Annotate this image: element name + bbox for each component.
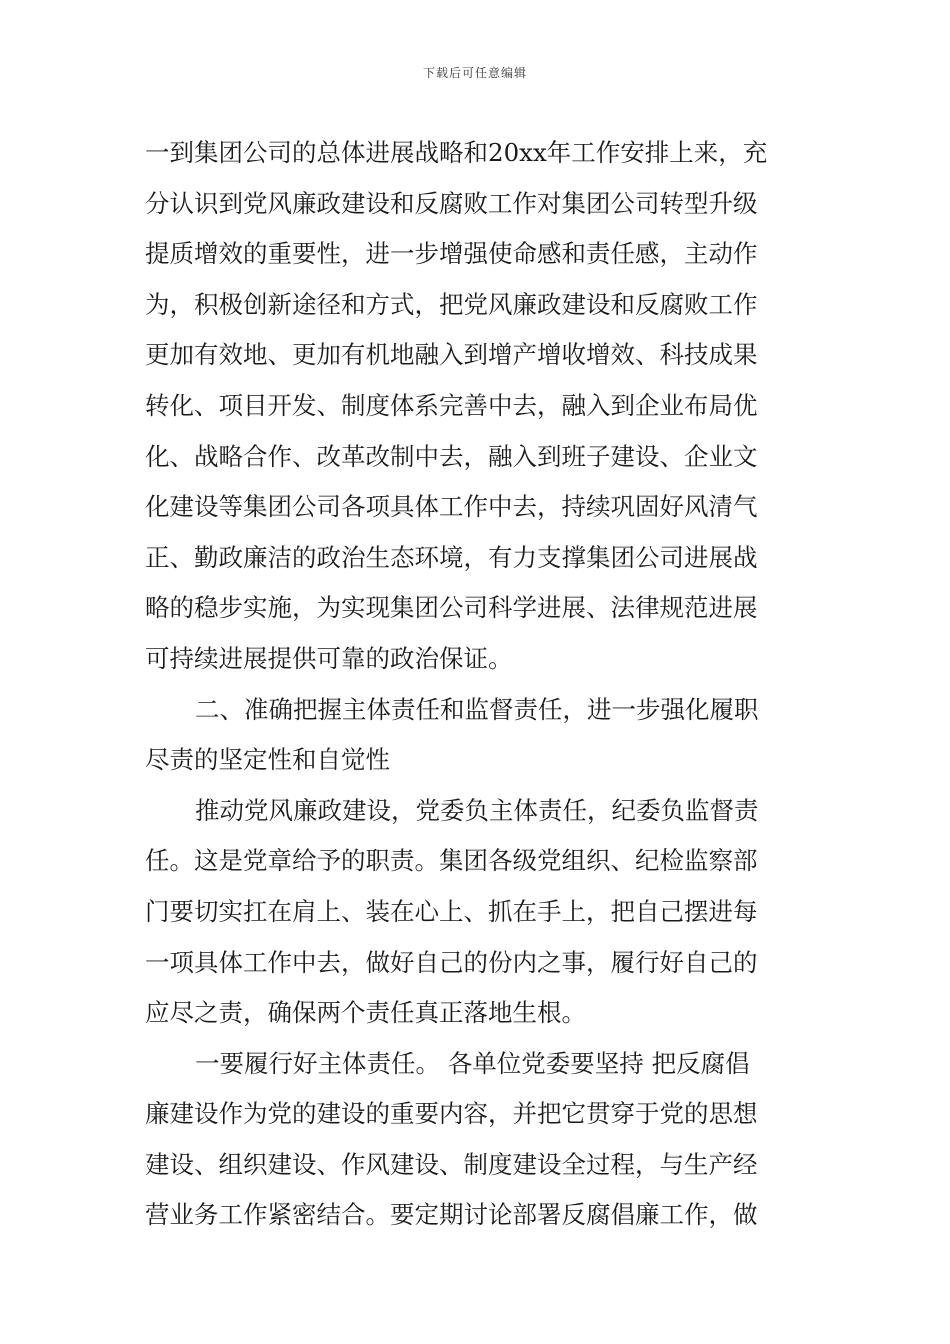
text-line: 一到集团公司的总体进展战略和20xx年工作安排上来，充 — [145, 138, 768, 167]
text-line: 门要切实扛在肩上、装在心上、抓在手上，把自己摆进每 — [145, 896, 758, 926]
text-line: 转化、项目开发、制度体系完善中去，融入到企业布局优 — [145, 390, 758, 420]
text-line: 正、勤政廉洁的政治生态环境，有力支撑集团公司进展战 — [145, 542, 758, 572]
text-line: 一要履行好主体责任。 各单位党委要坚持 把反腐倡 — [195, 1048, 750, 1078]
text-line: 化建设等集团公司各项具体工作中去，持续巩固好风清气 — [145, 492, 758, 522]
text-line: 更加有效地、更加有机地融入到增产增收增效、科技成果 — [145, 340, 758, 370]
text-line: 可持续进展提供可靠的政治保证。 — [145, 643, 513, 673]
text-line: 应尽之责，确保两个责任真正落地生根。 — [145, 998, 586, 1028]
text-line: 一项具体工作中去，做好自己的份内之事，履行好自己的 — [145, 947, 758, 977]
text-line: 廉建设作为党的建设的重要内容，并把它贯穿于党的思想 — [145, 1099, 758, 1129]
text-line: 营业务工作紧密结合。要定期讨论部署反腐倡廉工作，做 — [145, 1200, 758, 1230]
text-line: 任。这是党章给予的职责。集团各级党组织、纪检监察部 — [145, 846, 758, 876]
text-line: 略的稳步实施，为实现集团公司科学进展、法律规范进展 — [145, 593, 758, 623]
page-header: 下载后可任意编辑 — [422, 66, 527, 80]
text-line: 分认识到党风廉政建设和反腐败工作对集团公司转型升级 — [145, 188, 758, 218]
section-heading-line: 尽责的坚定性和自觉性 — [145, 745, 390, 775]
text-line: 推动党风廉政建设，党委负主体责任，纪委负监督责 — [195, 795, 759, 825]
text-line: 化、战略合作、改革改制中去，融入到班子建设、企业文 — [145, 441, 758, 471]
section-heading-line: 二、准确把握主体责任和监督责任，进一步强化履职 — [195, 694, 759, 724]
text-line: 建设、组织建设、作风建设、制度建设全过程，与生产经 — [145, 1149, 758, 1179]
text-line: 提质增效的重要性，进一步增强使命感和责任感，主动作 — [145, 239, 758, 269]
text-line: 为，积极创新途径和方式，把党风廉政建设和反腐败工作 — [145, 289, 758, 319]
document-body — [145, 128, 810, 1241]
